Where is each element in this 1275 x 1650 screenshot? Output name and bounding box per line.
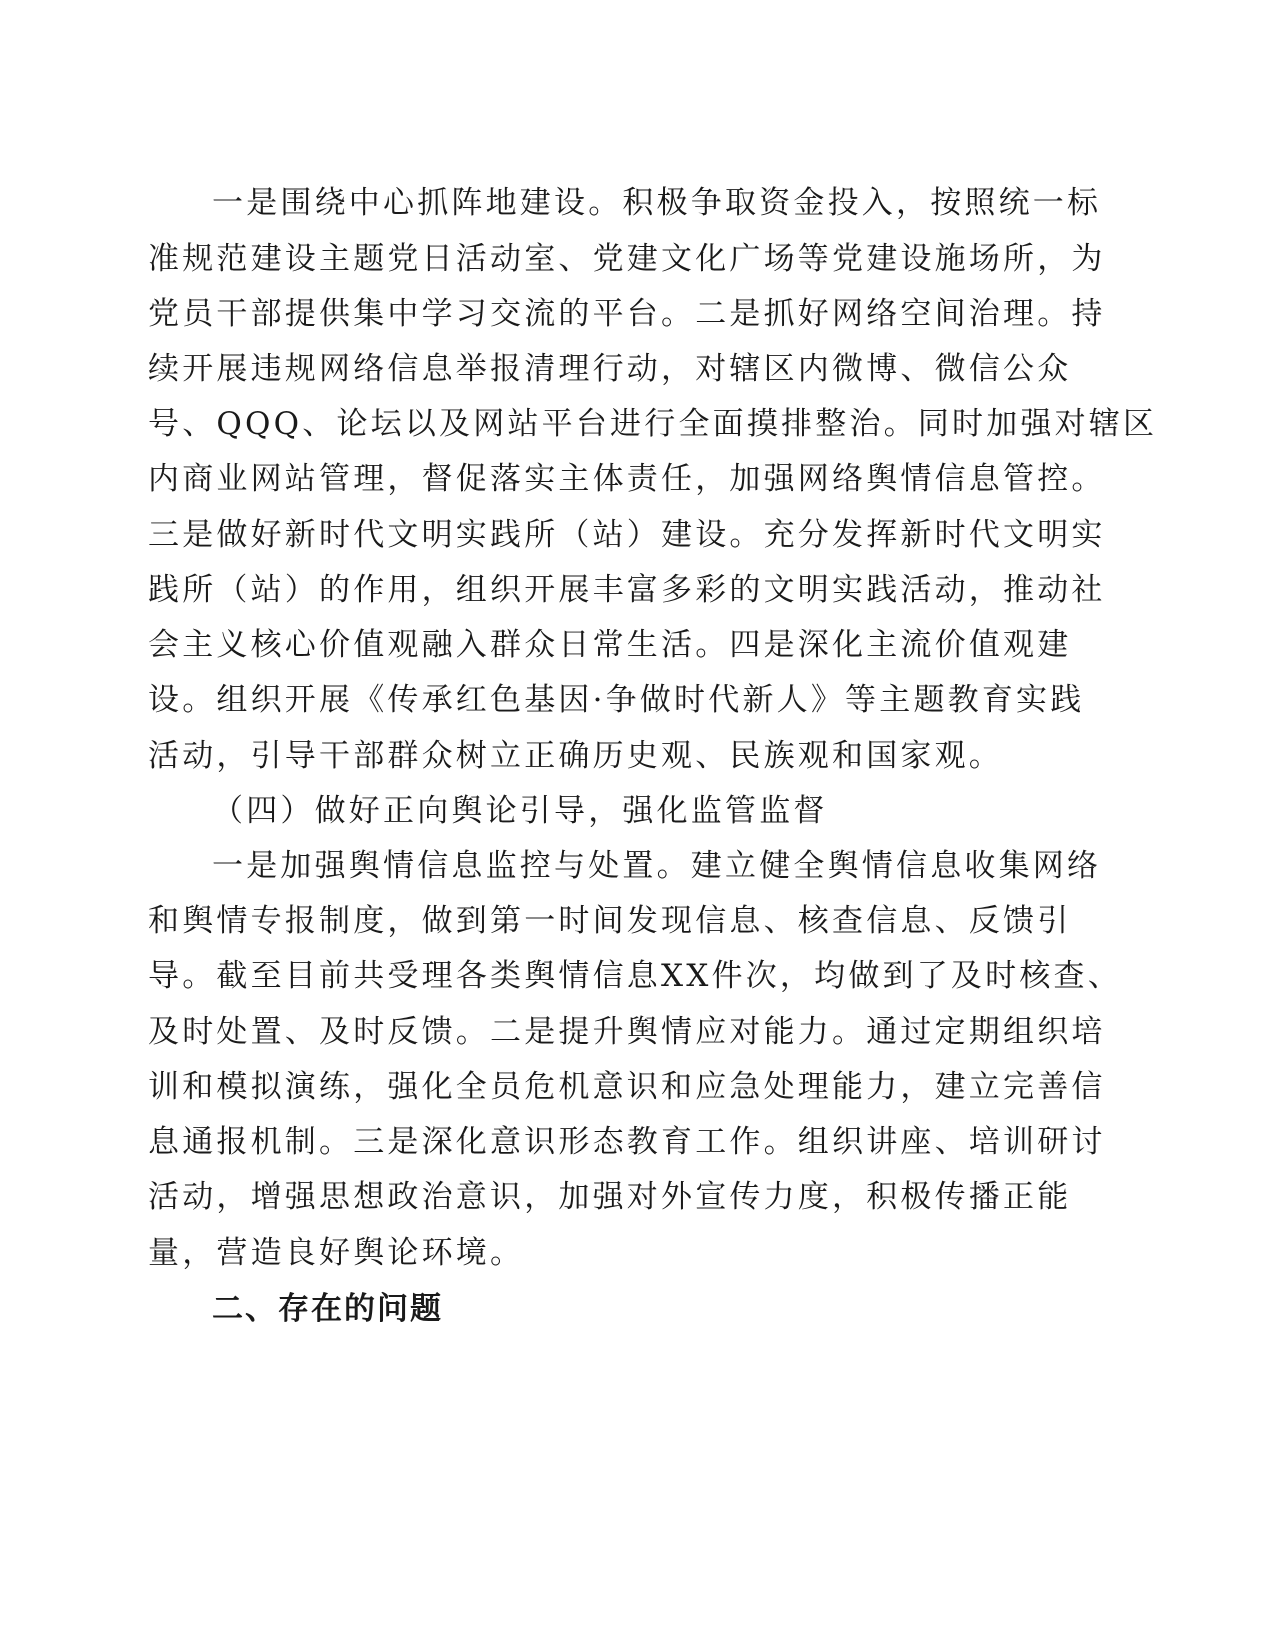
paragraph-line: 活动，引导干部群众树立正确历史观、民族观和国家观。 (148, 738, 1003, 774)
paragraph-line: 息通报机制。三是深化意识形态教育工作。组织讲座、培训研讨 (148, 1124, 1106, 1160)
paragraph-line: 内商业网站管理，督促落实主体责任，加强网络舆情信息管控。 (148, 461, 1106, 497)
paragraph-line: 三是做好新时代文明实践所（站）建设。充分发挥新时代文明实 (148, 517, 1106, 553)
paragraph-line: 践所（站）的作用，组织开展丰富多彩的文明实践活动，推动社 (148, 572, 1106, 608)
section-heading: 二、存在的问题 (212, 1291, 443, 1327)
paragraph-line: 和舆情专报制度，做到第一时间发现信息、核查信息、反馈引 (148, 903, 1072, 939)
paragraph-line: 设。组织开展《传承红色基因·争做时代新人》等主题教育实践 (148, 682, 1085, 718)
paragraph-line: 一是加强舆情信息监控与处置。建立健全舆情信息收集网络 (212, 848, 1102, 884)
paragraph-line: 导。截至目前共受理各类舆情信息XX件次，均做到了及时核查、 (148, 958, 1122, 994)
paragraph-line: 续开展违规网络信息举报清理行动，对辖区内微博、微信公众 (148, 351, 1072, 387)
paragraph-line: 一是围绕中心抓阵地建设。积极争取资金投入，按照统一标 (212, 185, 1102, 221)
paragraph-line: 准规范建设主题党日活动室、党建文化广场等党建设施场所，为 (148, 241, 1106, 277)
paragraph-line: 训和模拟演练，强化全员危机意识和应急处理能力，建立完善信 (148, 1069, 1106, 1105)
section-subheading: （四）做好正向舆论引导，强化监管监督 (212, 793, 828, 829)
paragraph-line: 活动，增强思想政治意识，加强对外宣传力度，积极传播正能 (148, 1179, 1072, 1215)
paragraph-line: 会主义核心价值观融入群众日常生活。四是深化主流价值观建 (148, 627, 1072, 663)
paragraph-line: 及时处置、及时反馈。二是提升舆情应对能力。通过定期组织培 (148, 1014, 1106, 1050)
paragraph-line: 号、QQQ、论坛以及网站平台进行全面摸排整治。同时加强对辖区 (148, 406, 1158, 442)
paragraph-line: 党员干部提供集中学习交流的平台。二是抓好网络空间治理。持 (148, 296, 1106, 332)
paragraph-line: 量，营造良好舆论环境。 (148, 1235, 525, 1271)
